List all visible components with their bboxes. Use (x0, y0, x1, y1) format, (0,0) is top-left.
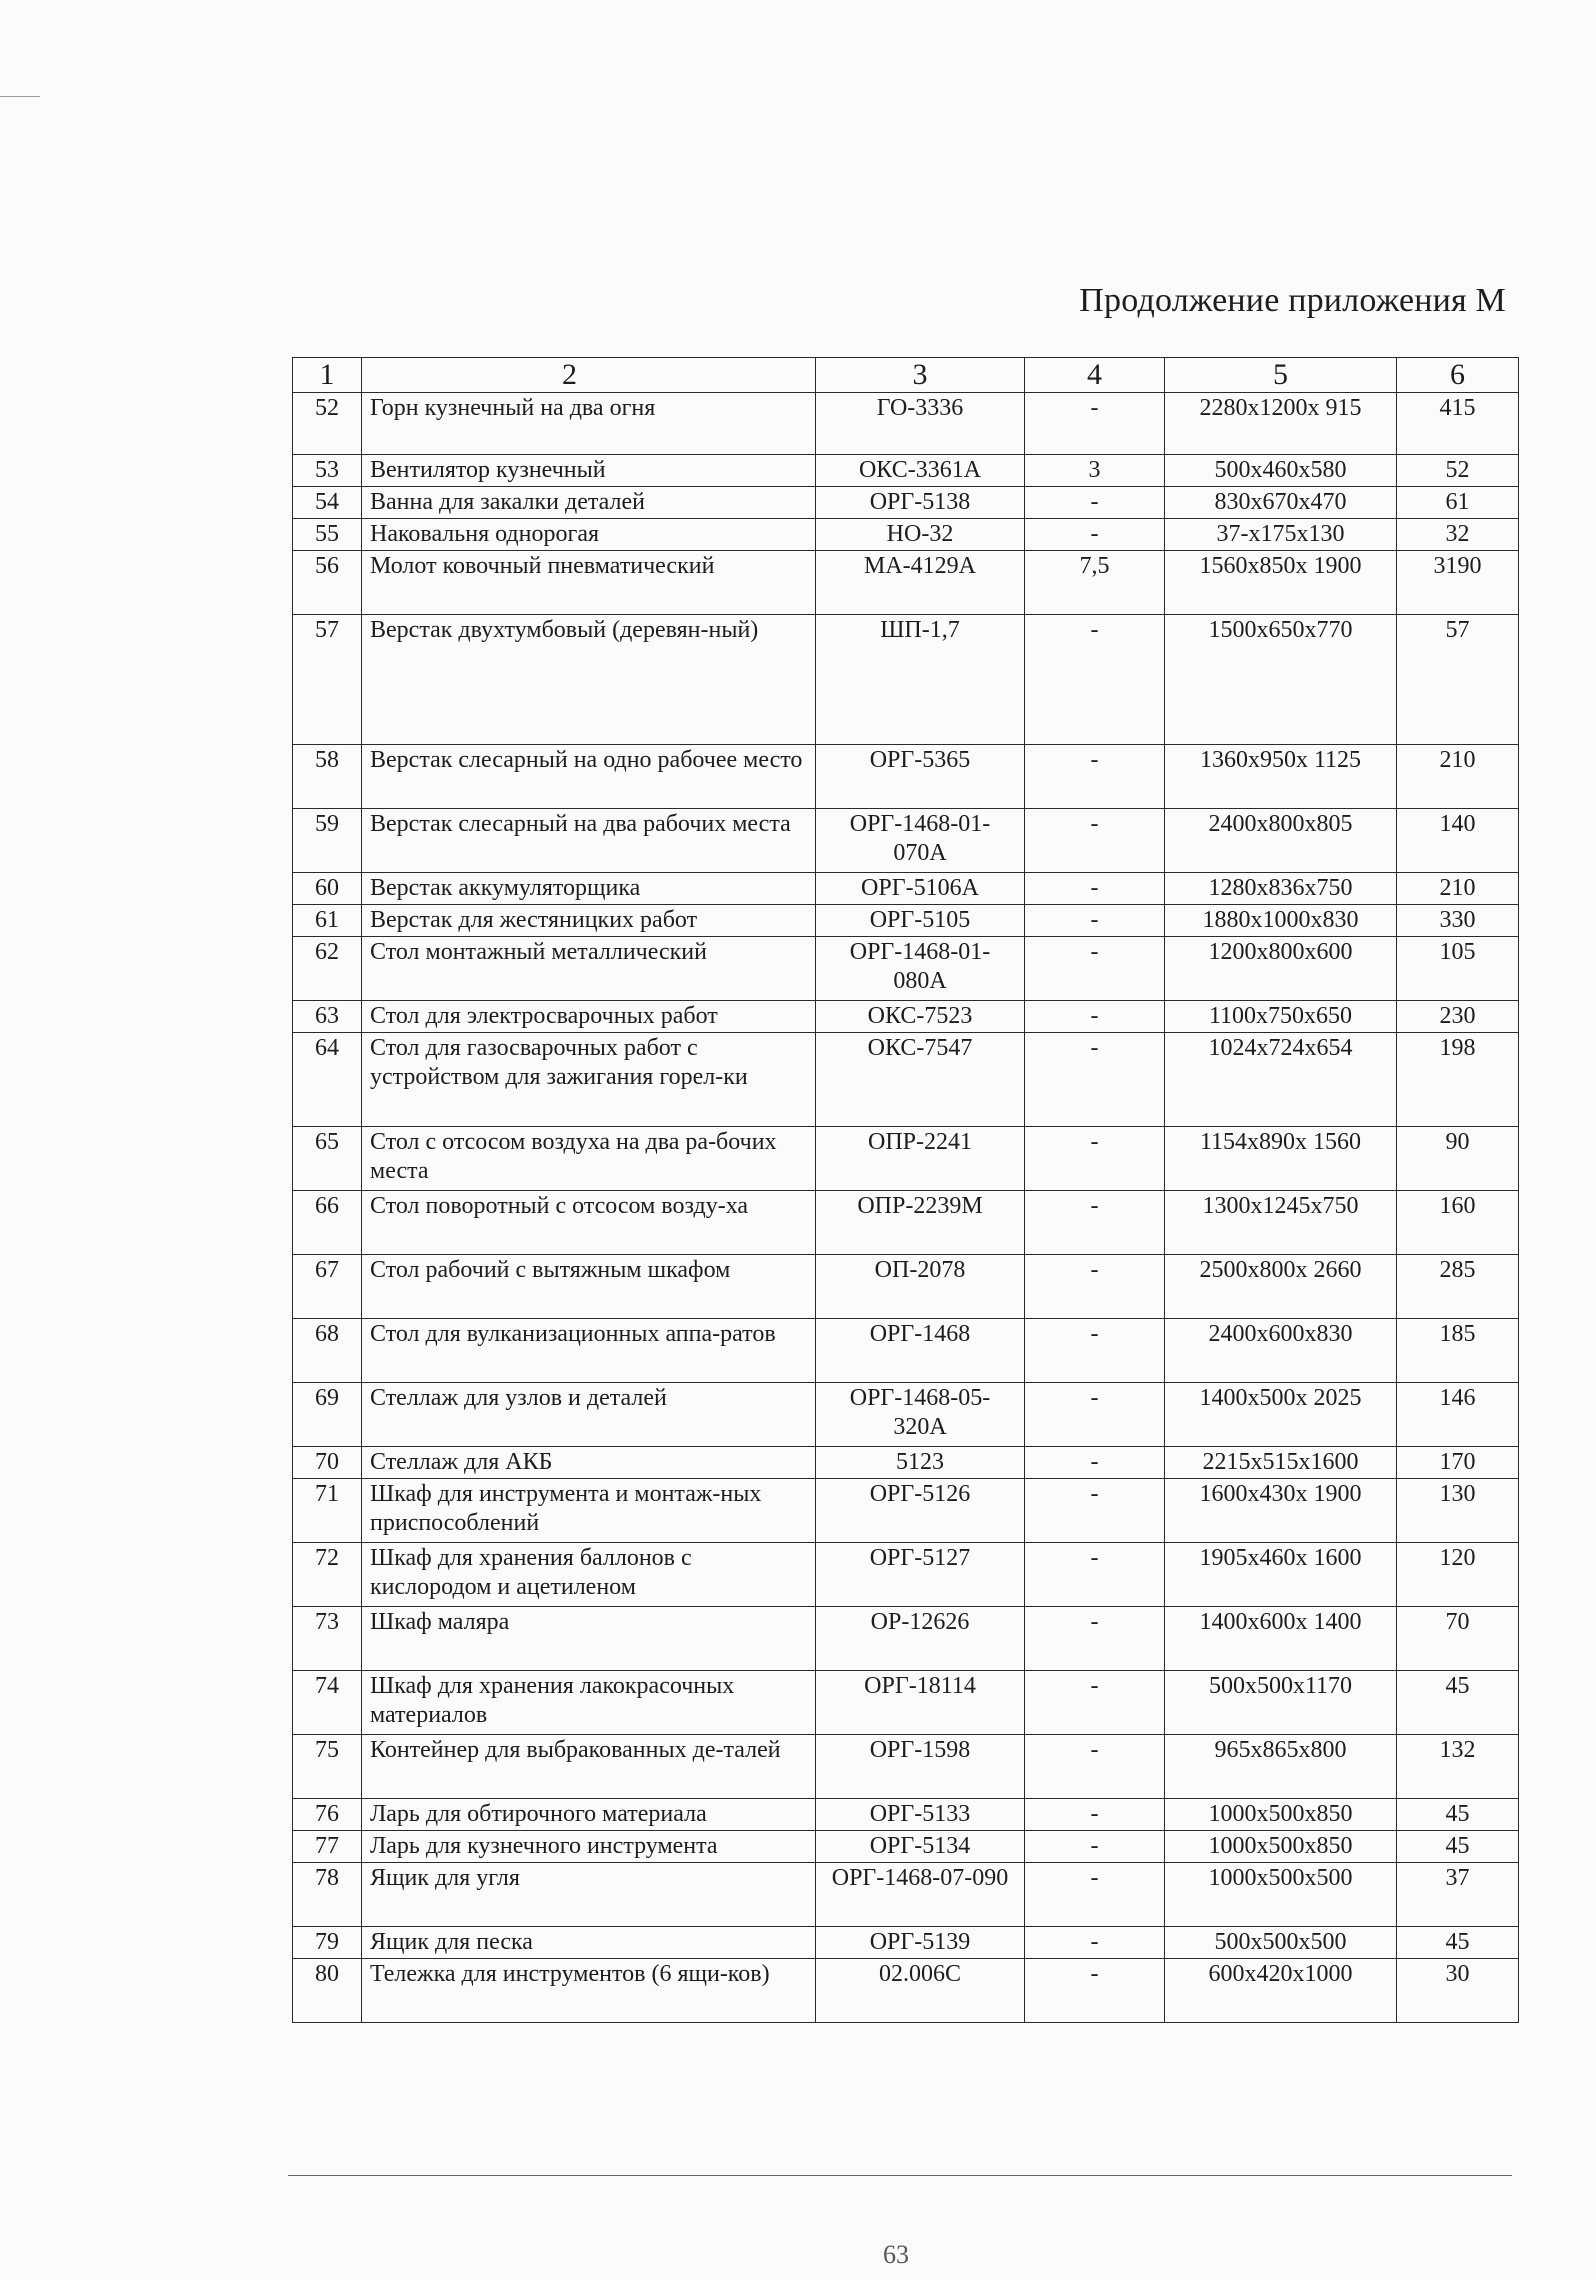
row-number: 60 (293, 873, 362, 905)
row-mass: 185 (1397, 1319, 1519, 1383)
header-col-3: 3 (816, 358, 1025, 393)
row-mass: 37 (1397, 1863, 1519, 1927)
row-model: ОПР-2241 (816, 1127, 1025, 1191)
row-number: 76 (293, 1799, 362, 1831)
row-number: 63 (293, 1001, 362, 1033)
row-power: - (1025, 393, 1165, 455)
table-header (293, 358, 1519, 393)
row-name: Верстак двухтумбовый (деревян-ный) (362, 615, 816, 745)
table-row (293, 1319, 1519, 1383)
row-number: 57 (293, 615, 362, 745)
row-mass: 198 (1397, 1033, 1519, 1127)
row-model: ОРГ-1468-01-070А (816, 809, 1025, 873)
table-row (293, 1607, 1519, 1671)
row-mass: 120 (1397, 1543, 1519, 1607)
row-model: ОРГ-1468-05-320А (816, 1383, 1025, 1447)
row-name: Шкаф маляра (362, 1607, 816, 1671)
row-mass: 90 (1397, 1127, 1519, 1191)
row-name: Верстак слесарный на два рабочих места (362, 809, 816, 873)
row-model: ОКС-7547 (816, 1033, 1025, 1127)
row-dimensions: 1500х650х770 (1165, 615, 1397, 745)
row-model: 02.006С (816, 1959, 1025, 2023)
row-mass: 45 (1397, 1799, 1519, 1831)
row-mass: 32 (1397, 519, 1519, 551)
row-mass: 415 (1397, 393, 1519, 455)
row-name: Стеллаж для узлов и деталей (362, 1383, 816, 1447)
table-row (293, 1001, 1519, 1033)
row-number: 67 (293, 1255, 362, 1319)
row-model: ОКС-7523 (816, 1001, 1025, 1033)
row-mass: 130 (1397, 1479, 1519, 1543)
table-row (293, 937, 1519, 1001)
table-row (293, 519, 1519, 551)
row-power: - (1025, 615, 1165, 745)
header-col-6: 6 (1397, 358, 1519, 393)
row-dimensions: 1560х850х 1900 (1165, 551, 1397, 615)
row-number: 53 (293, 455, 362, 487)
table-row (293, 1831, 1519, 1863)
row-model: ОРГ-18114 (816, 1671, 1025, 1735)
row-mass: 160 (1397, 1191, 1519, 1255)
row-mass: 105 (1397, 937, 1519, 1001)
row-model: ОКС-3361А (816, 455, 1025, 487)
row-number: 71 (293, 1479, 362, 1543)
row-name: Наковальня однорогая (362, 519, 816, 551)
row-power: - (1025, 1543, 1165, 1607)
row-name: Шкаф для хранения лакокрасочных материалов (362, 1671, 816, 1735)
row-mass: 30 (1397, 1959, 1519, 2023)
row-power: - (1025, 809, 1165, 873)
row-name: Стеллаж для АКБ (362, 1447, 816, 1479)
row-model: ОРГ-1468-01-080А (816, 937, 1025, 1001)
row-number: 75 (293, 1735, 362, 1799)
row-dimensions: 1300х1245х750 (1165, 1191, 1397, 1255)
row-number: 58 (293, 745, 362, 809)
row-model: ОРГ-5105 (816, 905, 1025, 937)
row-name: Молот ковочный пневматический (362, 551, 816, 615)
header-col-5: 5 (1165, 358, 1397, 393)
row-dimensions: 1280х836х750 (1165, 873, 1397, 905)
row-name: Верстак аккумуляторщика (362, 873, 816, 905)
row-power: - (1025, 1735, 1165, 1799)
row-power: - (1025, 1001, 1165, 1033)
table-row (293, 1479, 1519, 1543)
row-dimensions: 1154х890х 1560 (1165, 1127, 1397, 1191)
table-row (293, 1383, 1519, 1447)
row-mass: 210 (1397, 873, 1519, 905)
row-mass: 3190 (1397, 551, 1519, 615)
page-heading: Продолжение приложения М (1079, 282, 1506, 319)
row-dimensions: 1400х600х 1400 (1165, 1607, 1397, 1671)
row-mass: 132 (1397, 1735, 1519, 1799)
row-dimensions: 1400х500х 2025 (1165, 1383, 1397, 1447)
row-name: Стол монтажный металлический (362, 937, 816, 1001)
row-power: - (1025, 1255, 1165, 1319)
row-model: ОП-2078 (816, 1255, 1025, 1319)
row-number: 64 (293, 1033, 362, 1127)
header-row (293, 358, 1519, 393)
table-row (293, 615, 1519, 745)
row-name: Верстак для жестяницких работ (362, 905, 816, 937)
row-number: 74 (293, 1671, 362, 1735)
row-name: Стол поворотный с отсосом возду-ха (362, 1191, 816, 1255)
row-mass: 285 (1397, 1255, 1519, 1319)
table-row (293, 1191, 1519, 1255)
row-number: 61 (293, 905, 362, 937)
row-name: Стол для электросварочных работ (362, 1001, 816, 1033)
row-number: 73 (293, 1607, 362, 1671)
row-dimensions: 1000х500х500 (1165, 1863, 1397, 1927)
row-number: 65 (293, 1127, 362, 1191)
row-mass: 70 (1397, 1607, 1519, 1671)
row-dimensions: 1360х950х 1125 (1165, 745, 1397, 809)
header-col-1: 1 (293, 358, 362, 393)
row-power: - (1025, 1033, 1165, 1127)
row-name: Тележка для инструментов (6 ящи-ков) (362, 1959, 816, 2023)
row-dimensions: 1000х500х850 (1165, 1831, 1397, 1863)
row-model: ОРГ-5139 (816, 1927, 1025, 1959)
row-model: ОРГ-5126 (816, 1479, 1025, 1543)
row-number: 52 (293, 393, 362, 455)
row-model: ГО-3336 (816, 393, 1025, 455)
row-dimensions: 965х865х800 (1165, 1735, 1397, 1799)
table-row (293, 1255, 1519, 1319)
table-row (293, 455, 1519, 487)
row-mass: 57 (1397, 615, 1519, 745)
table-row (293, 745, 1519, 809)
row-number: 69 (293, 1383, 362, 1447)
row-mass: 45 (1397, 1831, 1519, 1863)
table-row (293, 1033, 1519, 1127)
row-power: - (1025, 519, 1165, 551)
table-row (293, 1447, 1519, 1479)
row-power: - (1025, 487, 1165, 519)
row-model: НО-32 (816, 519, 1025, 551)
row-dimensions: 2400х800х805 (1165, 809, 1397, 873)
row-dimensions: 500х500х500 (1165, 1927, 1397, 1959)
table-row (293, 1735, 1519, 1799)
row-number: 72 (293, 1543, 362, 1607)
row-power: - (1025, 1927, 1165, 1959)
row-power: - (1025, 1191, 1165, 1255)
row-mass: 210 (1397, 745, 1519, 809)
row-model: ОРГ-1468-07-090 (816, 1863, 1025, 1927)
row-power: - (1025, 1863, 1165, 1927)
table-row (293, 905, 1519, 937)
row-name: Ящик для песка (362, 1927, 816, 1959)
row-dimensions: 1100х750х650 (1165, 1001, 1397, 1033)
row-name: Ларь для обтирочного материала (362, 1799, 816, 1831)
row-name: Стол рабочий с вытяжным шкафом (362, 1255, 816, 1319)
row-dimensions: 1905х460х 1600 (1165, 1543, 1397, 1607)
equipment-table (292, 357, 1519, 2023)
table-row (293, 1863, 1519, 1927)
row-model: ОР-12626 (816, 1607, 1025, 1671)
row-power: - (1025, 745, 1165, 809)
row-power: - (1025, 937, 1165, 1001)
row-model: ОРГ-5365 (816, 745, 1025, 809)
row-number: 80 (293, 1959, 362, 2023)
row-mass: 230 (1397, 1001, 1519, 1033)
row-power: - (1025, 873, 1165, 905)
row-number: 66 (293, 1191, 362, 1255)
row-mass: 330 (1397, 905, 1519, 937)
row-dimensions: 1024х724х654 (1165, 1033, 1397, 1127)
row-number: 54 (293, 487, 362, 519)
row-power: - (1025, 1319, 1165, 1383)
row-model: ОПР-2239М (816, 1191, 1025, 1255)
row-dimensions: 37-х175х130 (1165, 519, 1397, 551)
row-number: 68 (293, 1319, 362, 1383)
row-number: 62 (293, 937, 362, 1001)
row-name: Шкаф для инструмента и монтаж-ных приспособлений (362, 1479, 816, 1543)
row-model: ОРГ-5127 (816, 1543, 1025, 1607)
row-name: Стол с отсосом воздуха на два ра-бочих места (362, 1127, 816, 1191)
row-power: - (1025, 1671, 1165, 1735)
row-model: 5123 (816, 1447, 1025, 1479)
header-col-2: 2 (362, 358, 816, 393)
row-mass: 61 (1397, 487, 1519, 519)
row-dimensions: 500х460х580 (1165, 455, 1397, 487)
row-power: - (1025, 1831, 1165, 1863)
table-row (293, 1959, 1519, 2023)
row-power: 7,5 (1025, 551, 1165, 615)
row-dimensions: 830х670х470 (1165, 487, 1397, 519)
row-dimensions: 2400х600х830 (1165, 1319, 1397, 1383)
table-row (293, 1799, 1519, 1831)
row-model: ОРГ-5133 (816, 1799, 1025, 1831)
row-power: - (1025, 1607, 1165, 1671)
table-row (293, 1671, 1519, 1735)
row-dimensions: 2215х515х1600 (1165, 1447, 1397, 1479)
row-power: - (1025, 1447, 1165, 1479)
row-power: - (1025, 1479, 1165, 1543)
row-dimensions: 2500х800х 2660 (1165, 1255, 1397, 1319)
table-row (293, 487, 1519, 519)
table-row (293, 873, 1519, 905)
row-power: - (1025, 905, 1165, 937)
table-row (293, 551, 1519, 615)
table-row (293, 1127, 1519, 1191)
row-dimensions: 2280х1200х 915 (1165, 393, 1397, 455)
header-col-4: 4 (1025, 358, 1165, 393)
page-number: 63 (883, 2240, 909, 2269)
table-row (293, 1927, 1519, 1959)
row-name: Шкаф для хранения баллонов с кислородом и ацетиленом (362, 1543, 816, 1607)
row-dimensions: 1200х800х600 (1165, 937, 1397, 1001)
row-power: - (1025, 1383, 1165, 1447)
row-power: 3 (1025, 455, 1165, 487)
row-name: Верстак слесарный на одно рабочее место (362, 745, 816, 809)
row-number: 56 (293, 551, 362, 615)
row-number: 79 (293, 1927, 362, 1959)
row-dimensions: 500х500х1170 (1165, 1671, 1397, 1735)
row-mass: 45 (1397, 1927, 1519, 1959)
row-mass: 170 (1397, 1447, 1519, 1479)
row-model: ШП-1,7 (816, 615, 1025, 745)
table-row (293, 1543, 1519, 1607)
row-name: Горн кузнечный на два огня (362, 393, 816, 455)
row-mass: 140 (1397, 809, 1519, 873)
row-model: ОРГ-1598 (816, 1735, 1025, 1799)
row-name: Контейнер для выбракованных де-талей (362, 1735, 816, 1799)
table-body (293, 393, 1519, 2023)
row-name: Стол для газосварочных работ с устройством для зажигания горел-ки (362, 1033, 816, 1127)
row-name: Стол для вулканизационных аппа-ратов (362, 1319, 816, 1383)
row-dimensions: 1000х500х850 (1165, 1799, 1397, 1831)
row-name: Ящик для угля (362, 1863, 816, 1927)
row-mass: 52 (1397, 455, 1519, 487)
row-power: - (1025, 1799, 1165, 1831)
row-name: Вентилятор кузнечный (362, 455, 816, 487)
scan-edge-line (0, 96, 40, 97)
footer-line (288, 2175, 1512, 2176)
row-dimensions: 1600х430х 1900 (1165, 1479, 1397, 1543)
row-model: МА-4129А (816, 551, 1025, 615)
row-number: 59 (293, 809, 362, 873)
row-mass: 146 (1397, 1383, 1519, 1447)
row-power: - (1025, 1127, 1165, 1191)
row-mass: 45 (1397, 1671, 1519, 1735)
row-number: 55 (293, 519, 362, 551)
row-number: 77 (293, 1831, 362, 1863)
row-model: ОРГ-5106А (816, 873, 1025, 905)
row-name: Ванна для закалки деталей (362, 487, 816, 519)
row-model: ОРГ-5138 (816, 487, 1025, 519)
table-row (293, 809, 1519, 873)
row-dimensions: 600х420х1000 (1165, 1959, 1397, 2023)
row-model: ОРГ-1468 (816, 1319, 1025, 1383)
row-number: 78 (293, 1863, 362, 1927)
row-model: ОРГ-5134 (816, 1831, 1025, 1863)
row-dimensions: 1880х1000х830 (1165, 905, 1397, 937)
table-row (293, 393, 1519, 455)
row-power: - (1025, 1959, 1165, 2023)
row-name: Ларь для кузнечного инструмента (362, 1831, 816, 1863)
row-number: 70 (293, 1447, 362, 1479)
